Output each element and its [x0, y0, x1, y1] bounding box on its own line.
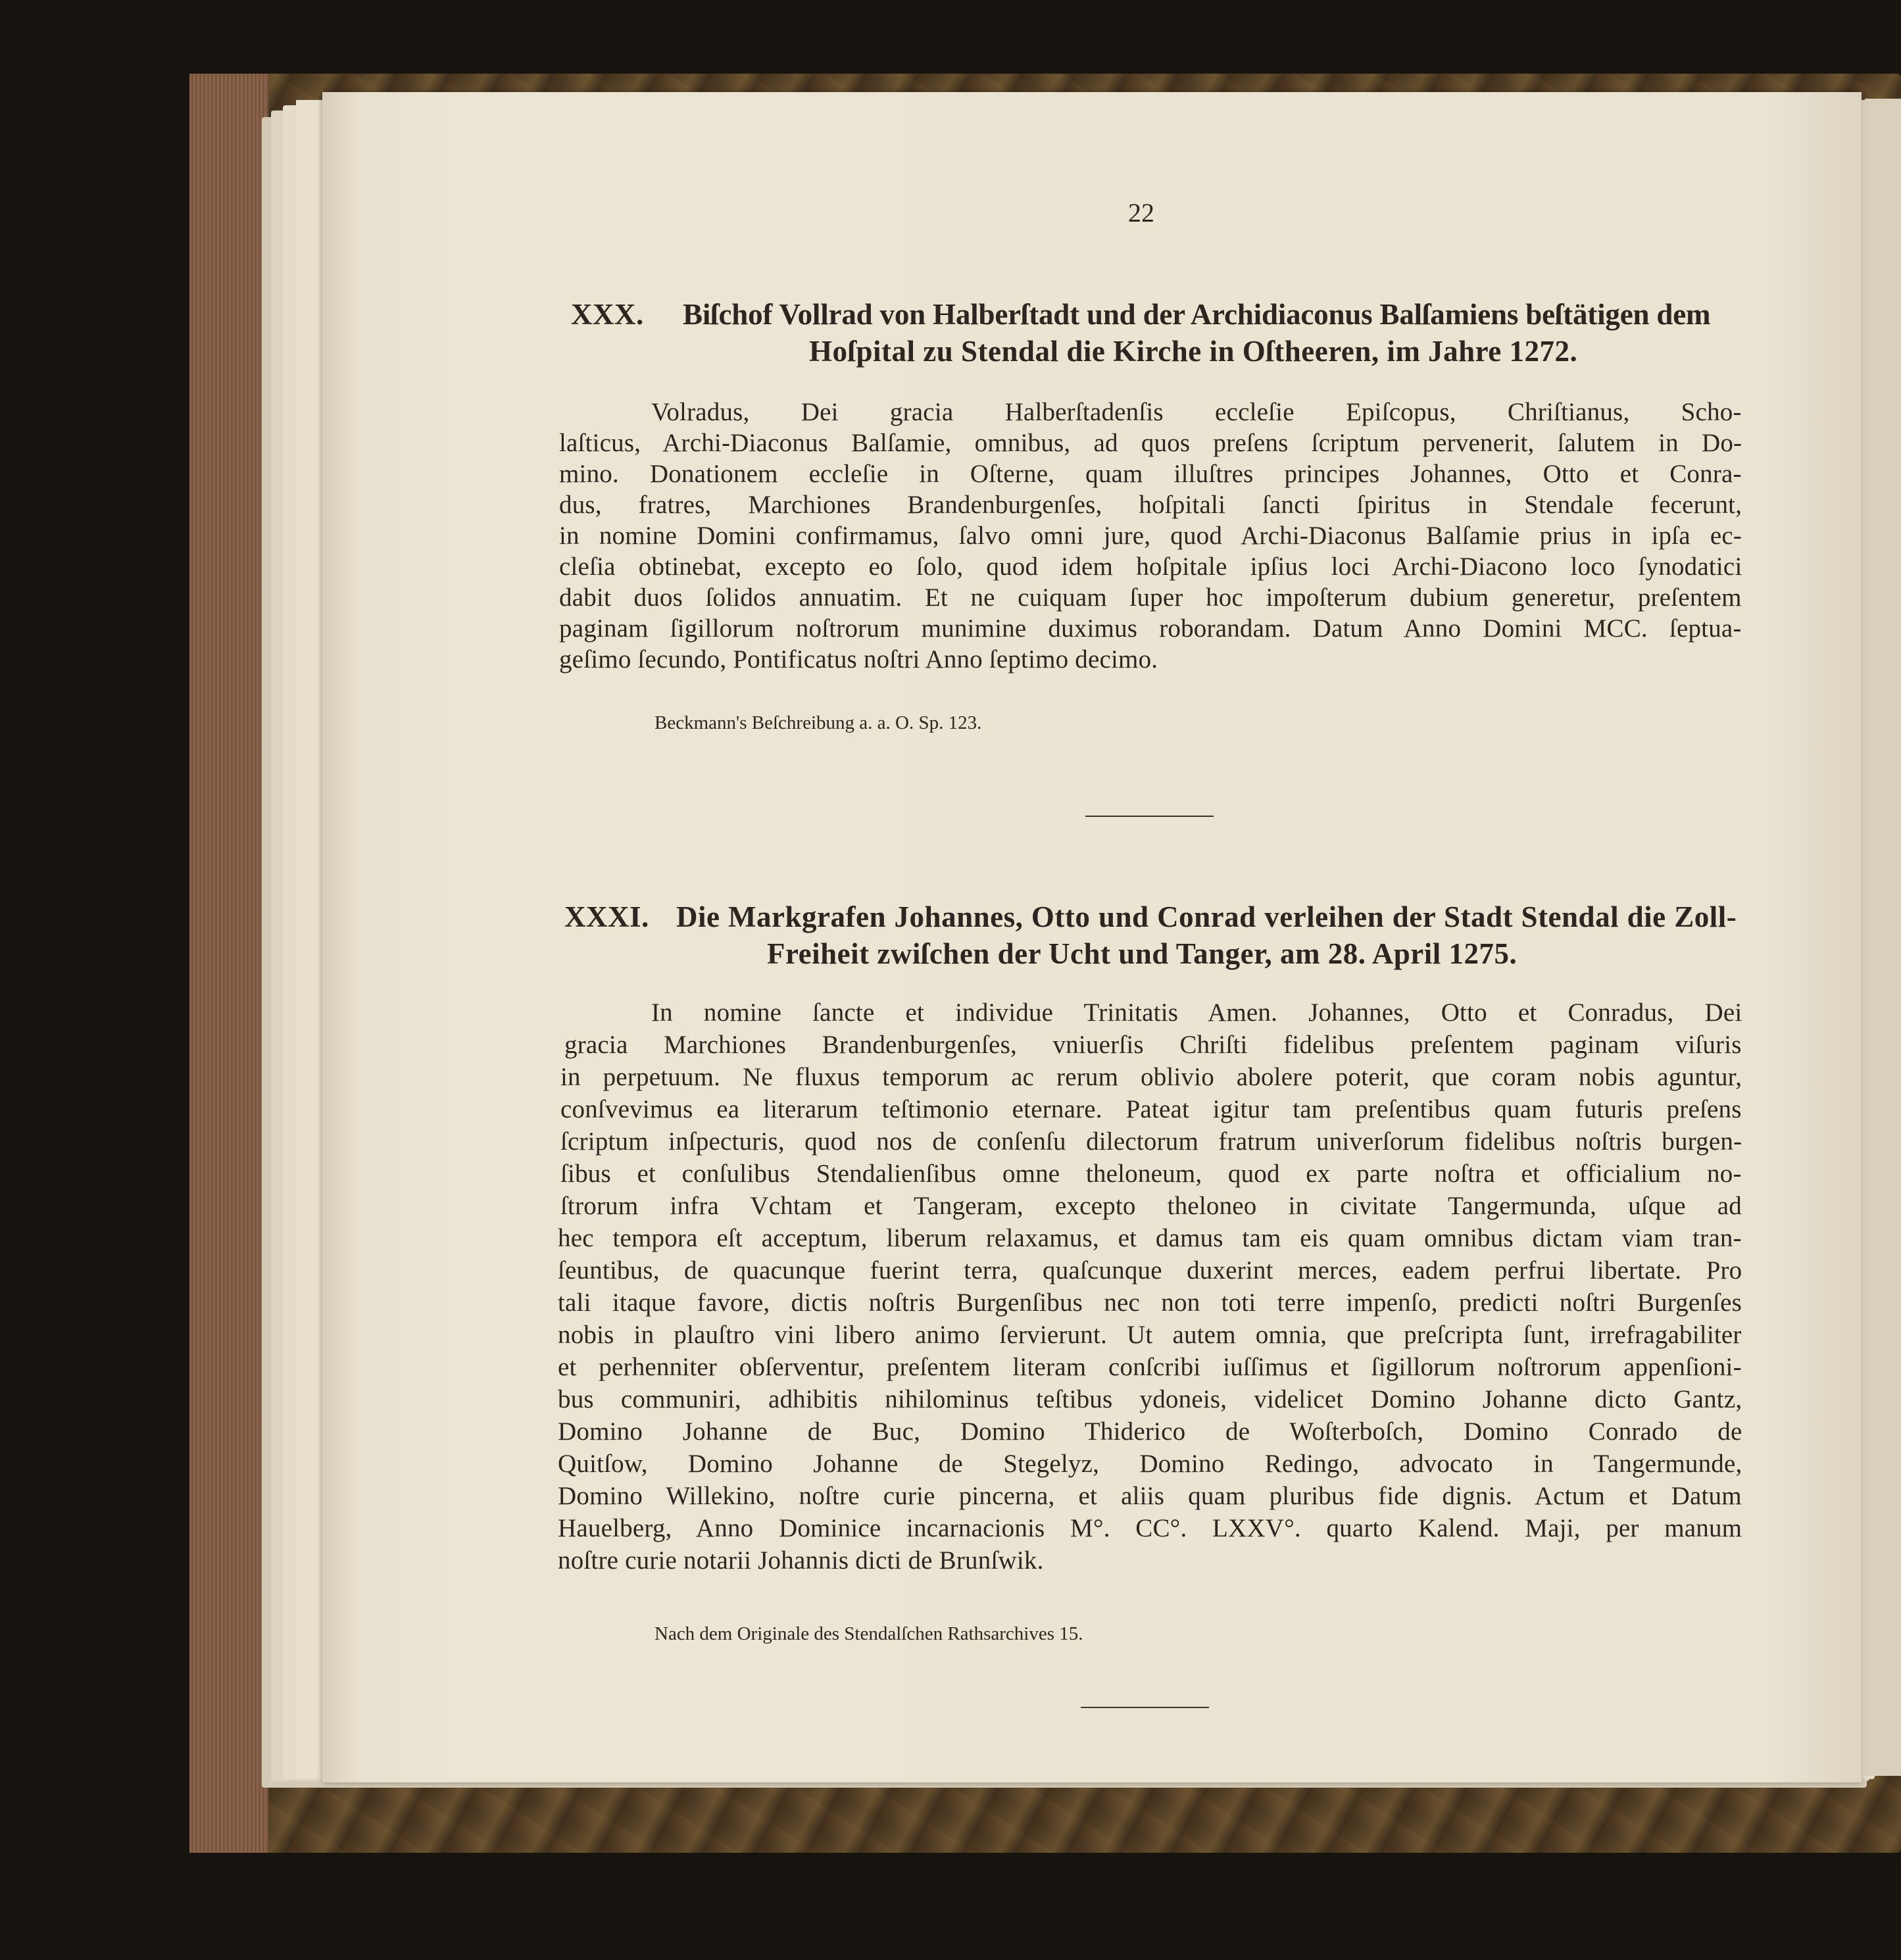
section-30-body-line: geſimo ſecundo, Pontificatus noſtri Anno ſeptimo decimo.: [559, 645, 1158, 674]
section-31-body-line: in perpetuum. Ne fluxus temporum ac rerum oblivio abolere poterit, que coram nobis aguntur,: [560, 1063, 1742, 1091]
section-30-number: XXX.: [571, 298, 644, 331]
section-31-number: XXXI.: [564, 900, 649, 933]
section-30-heading-line-2: Hoſpital zu Stendal die Kirche in Oſtheeren, im Jahre 1272.: [809, 335, 1578, 368]
section-divider: [1085, 816, 1214, 817]
section-30-body-line: paginam ſigillorum noſtrorum munimine duximus roborandam. Datum Anno Domini MCC. ſeptua-: [559, 614, 1742, 643]
section-30-body-line: laſticus, Archi-Diaconus Balſamie, omnibus, ad quos preſens ſcriptum pervenerit, ſalutem in Do-: [559, 429, 1742, 457]
section-31-heading-line-2: Freiheit zwiſchen der Ucht und Tanger, am 28. April 1275.: [767, 937, 1518, 970]
section-31-body-line: hec tempora eſt acceptum, liberum relaxamus, et damus tam eis quam omnibus dictam viam tran-: [558, 1224, 1742, 1252]
section-31-body-line: tali itaque favore, dictis noſtris Burgenſibus nec non toti terre impenſo, predicti noſtri Burgenſes: [558, 1288, 1742, 1317]
section-30-body-line: Volradus, Dei gracia Halberſtadenſis eccleſie Epiſcopus, Chriſtianus, Scho-: [651, 398, 1742, 426]
section-30-body-line: mino. Donationem eccleſie in Oſterne, quam illuſtres principes Johannes, Otto et Conra-: [559, 460, 1742, 488]
section-30-heading-line-1: Biſchof Vollrad von Halberſtadt und der Archidiaconus Balſamiens beſtätigen dem: [683, 298, 1711, 331]
section-31-body-line: gracia Marchiones Brandenburgenſes, vniuerſis Chriſti fidelibus preſentem paginam viſuris: [564, 1031, 1742, 1059]
section-31-body-line: ſtrorum infra Vchtam et Tangeram, excepto theloneo in civitate Tangermunda, uſque ad: [560, 1192, 1742, 1220]
section-31-body-line: Hauelberg, Anno Dominice incarnacionis M°. CC°. LXXV°. quarto Kalend. Maji, per manum: [558, 1514, 1742, 1542]
section-divider: [1081, 1707, 1209, 1708]
section-31-body-line: ſibus et conſulibus Stendalienſibus omne theloneum, quod ex parte noſtra et officialium no-: [560, 1160, 1742, 1188]
section-31-body-line: noſtre curie notarii Johannis dicti de Brunſwik.: [558, 1546, 1044, 1575]
section-30-body-line: dabit duos ſolidos annuatim. Et ne cuiquam ſuper hoc impoſterum dubium generetur, preſentem: [559, 583, 1742, 612]
section-30-body-line: in nomine Domini confirmamus, ſalvo omni jure, quod Archi-Diaconus Balſamie prius in ipſa ec-: [559, 522, 1742, 550]
section-31-body-line: conſvevimus ea literarum teſtimonio eternare. Pateat igitur tam preſentibus quam futuris preſens: [560, 1095, 1742, 1123]
section-31-body-line: ſcriptum inſpecturis, quod nos de conſenſu dilectorum fratrum univerſorum fidelibus noſtris burgen-: [560, 1127, 1742, 1156]
section-31-heading-line-1: Die Markgrafen Johannes, Otto und Conrad verleihen der Stadt Stendal die Zoll-: [676, 900, 1737, 933]
section-31-body-line: et perhenniter obſerventur, preſentem literam conſcribi iuſſimus et ſigillorum noſtrorum appenſioni-: [558, 1353, 1742, 1381]
section-31-body-line: ſeuntibus, de quacunque fuerint terra, quaſcunque duxerint merces, eadem perfrui libertate. Pro: [558, 1256, 1742, 1285]
section-31-source: Nach dem Originale des Stendalſchen Rathsarchives 15.: [654, 1623, 1083, 1644]
section-30-body-line: dus, fratres, Marchiones Brandenburgenſes, hoſpitali ſancti ſpiritus in Stendale fecerunt,: [559, 491, 1742, 519]
section-30-body-line: cleſia obtinebat, excepto eo ſolo, quod idem hoſpitale ipſius loci Archi-Diacono loco ſynodatici: [559, 552, 1742, 581]
section-31-body-line: nobis in plauſtro vini libero animo ſervierunt. Ut autem omnia, que preſcripta ſunt, irrefragabiliter: [558, 1321, 1742, 1349]
section-30-source: Beckmann's Beſchreibung a. a. O. Sp. 123.: [654, 712, 982, 733]
page-number: 22: [1128, 198, 1154, 228]
next-page-edge: [1865, 99, 1901, 1776]
section-31-body-line: Domino Johanne de Buc, Domino Thiderico de Woſterboſch, Domino Conrado de: [558, 1417, 1742, 1446]
section-31-body-line: Domino Willekino, noſtre curie pincerna, et aliis quam pluribus fide dignis. Actum et Datum: [558, 1482, 1742, 1510]
section-31-body-line: bus communiri, adhibitis nihilominus teſtibus ydoneis, videlicet Domino Johanne dicto Gantz,: [558, 1385, 1742, 1413]
book-spine-cloth: [189, 74, 268, 1853]
section-31-body-line: In nomine ſancte et individue Trinitatis Amen. Johannes, Otto et Conradus, Dei: [651, 998, 1742, 1027]
section-31-body-line: Quitſow, Domino Johanne de Stegelyz, Domino Redingo, advocato in Tangermunde,: [558, 1450, 1742, 1478]
